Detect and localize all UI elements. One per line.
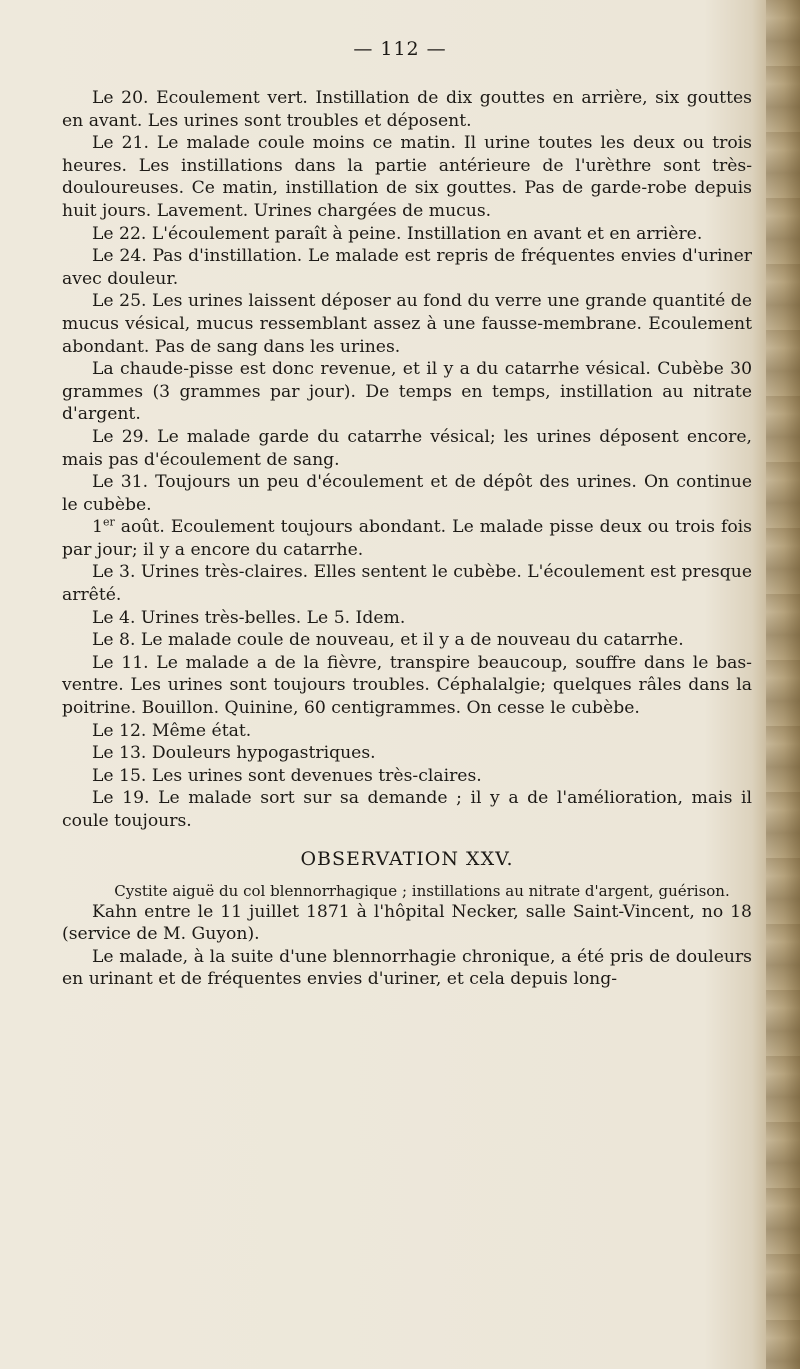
paragraph: Le 19. Le malade sort sur sa demande ; il y a de l'amélioration, mais il coule toujours. <box>62 788 752 831</box>
body-text <box>62 87 752 991</box>
paragraph: Le 20. Ecoulement vert. Instillation de dix gouttes en arrière, six gouttes en avant. Les urines sont troubles et déposent. <box>62 88 752 131</box>
paragraph: Le 15. Les urines sont devenues très-claires. <box>92 765 482 786</box>
paragraph: Le malade, à la suite d'une blennorrhagie chronique, a été pris de douleurs en urinant et de fréquentes envies d'uriner, et cela depuis long- <box>62 946 752 990</box>
paragraph: Le 8. Le malade coule de nouveau, et il y a de nouveau du catarrhe. <box>92 630 684 651</box>
august-sup: er <box>102 515 115 529</box>
paragraph: Le 13. Douleurs hypogastriques. <box>92 743 376 764</box>
paragraph: Le 3. Urines très-claires. Elles sentent le cubèbe. L'écoulement est presque arrêté. <box>62 562 752 606</box>
paragraph: Le 12. Même état. <box>92 720 252 741</box>
paragraph: Le 24. Pas d'instillation. Le malade est repris de fréquentes envies d'uriner avec douleur. <box>62 246 752 289</box>
paragraph-august <box>62 516 752 561</box>
paragraph: La chaude-pisse est donc revenue, et il y a du catarrhe vésical. Cubèbe 30 grammes (3 grammes par jour). De temps en temps, instillation au nitrate d'argent. <box>62 359 752 425</box>
page-edge-stain <box>766 0 800 1369</box>
paragraph: Le 25. Les urines laissent déposer au fond du verre une grande quantité de mucus vésical, mucus ressemblant assez à une fausse-membrane. Ecoulement abondant. Pas de sang dans les urines. <box>62 291 752 357</box>
observation-title: OBSERVATION XXV. <box>300 847 514 870</box>
august-day: 1 <box>92 517 103 538</box>
observation-subtitle: Cystite aiguë du col blennorrhagique ; instillations au nitrate d'argent, guérison. <box>114 881 730 900</box>
page-number: — 112 — <box>353 38 447 60</box>
paragraph: Le 31. Toujours un peu d'écoulement et de dépôt des urines. On continue le cubèbe. <box>62 472 752 515</box>
paragraph: Le 11. Le malade a de la fièvre, transpire beaucoup, souffre dans le bas-ventre. Les urines sont toujours troubles. Céphalalgie; quelques râles dans la poitrine. Bouillon. Quinine, 60 centigrammes. On cesse le cubèbe. <box>62 652 752 719</box>
paragraph: Le 21. Le malade coule moins ce matin. Il urine toutes les deux ou trois heures. Les instillations dans la partie antérieure de l'urèthre sont très-douloureuses. Ce matin, instillation de six gouttes. Pas de garde-robe depuis huit jours. Lavement. Urines chargées de mucus. <box>62 133 752 221</box>
paragraph: Le 29. Le malade garde du catarrhe vésical; les urines déposent encore, mais pas d'écoulement de sang. <box>62 426 752 470</box>
paragraph: Le 4. Urines très-belles. Le 5. Idem. <box>92 607 406 628</box>
august-text: août. Ecoulement toujours abondant. Le malade pisse deux ou trois fois par jour; il y a encore du catarrhe. <box>62 517 752 560</box>
paragraph: Kahn entre le 11 juillet 1871 à l'hôpital Necker, salle Saint-Vincent, no 18 (service de M. Guyon). <box>62 901 752 945</box>
paragraph: Le 22. L'écoulement paraît à peine. Instillation en avant et en arrière. <box>92 223 703 244</box>
